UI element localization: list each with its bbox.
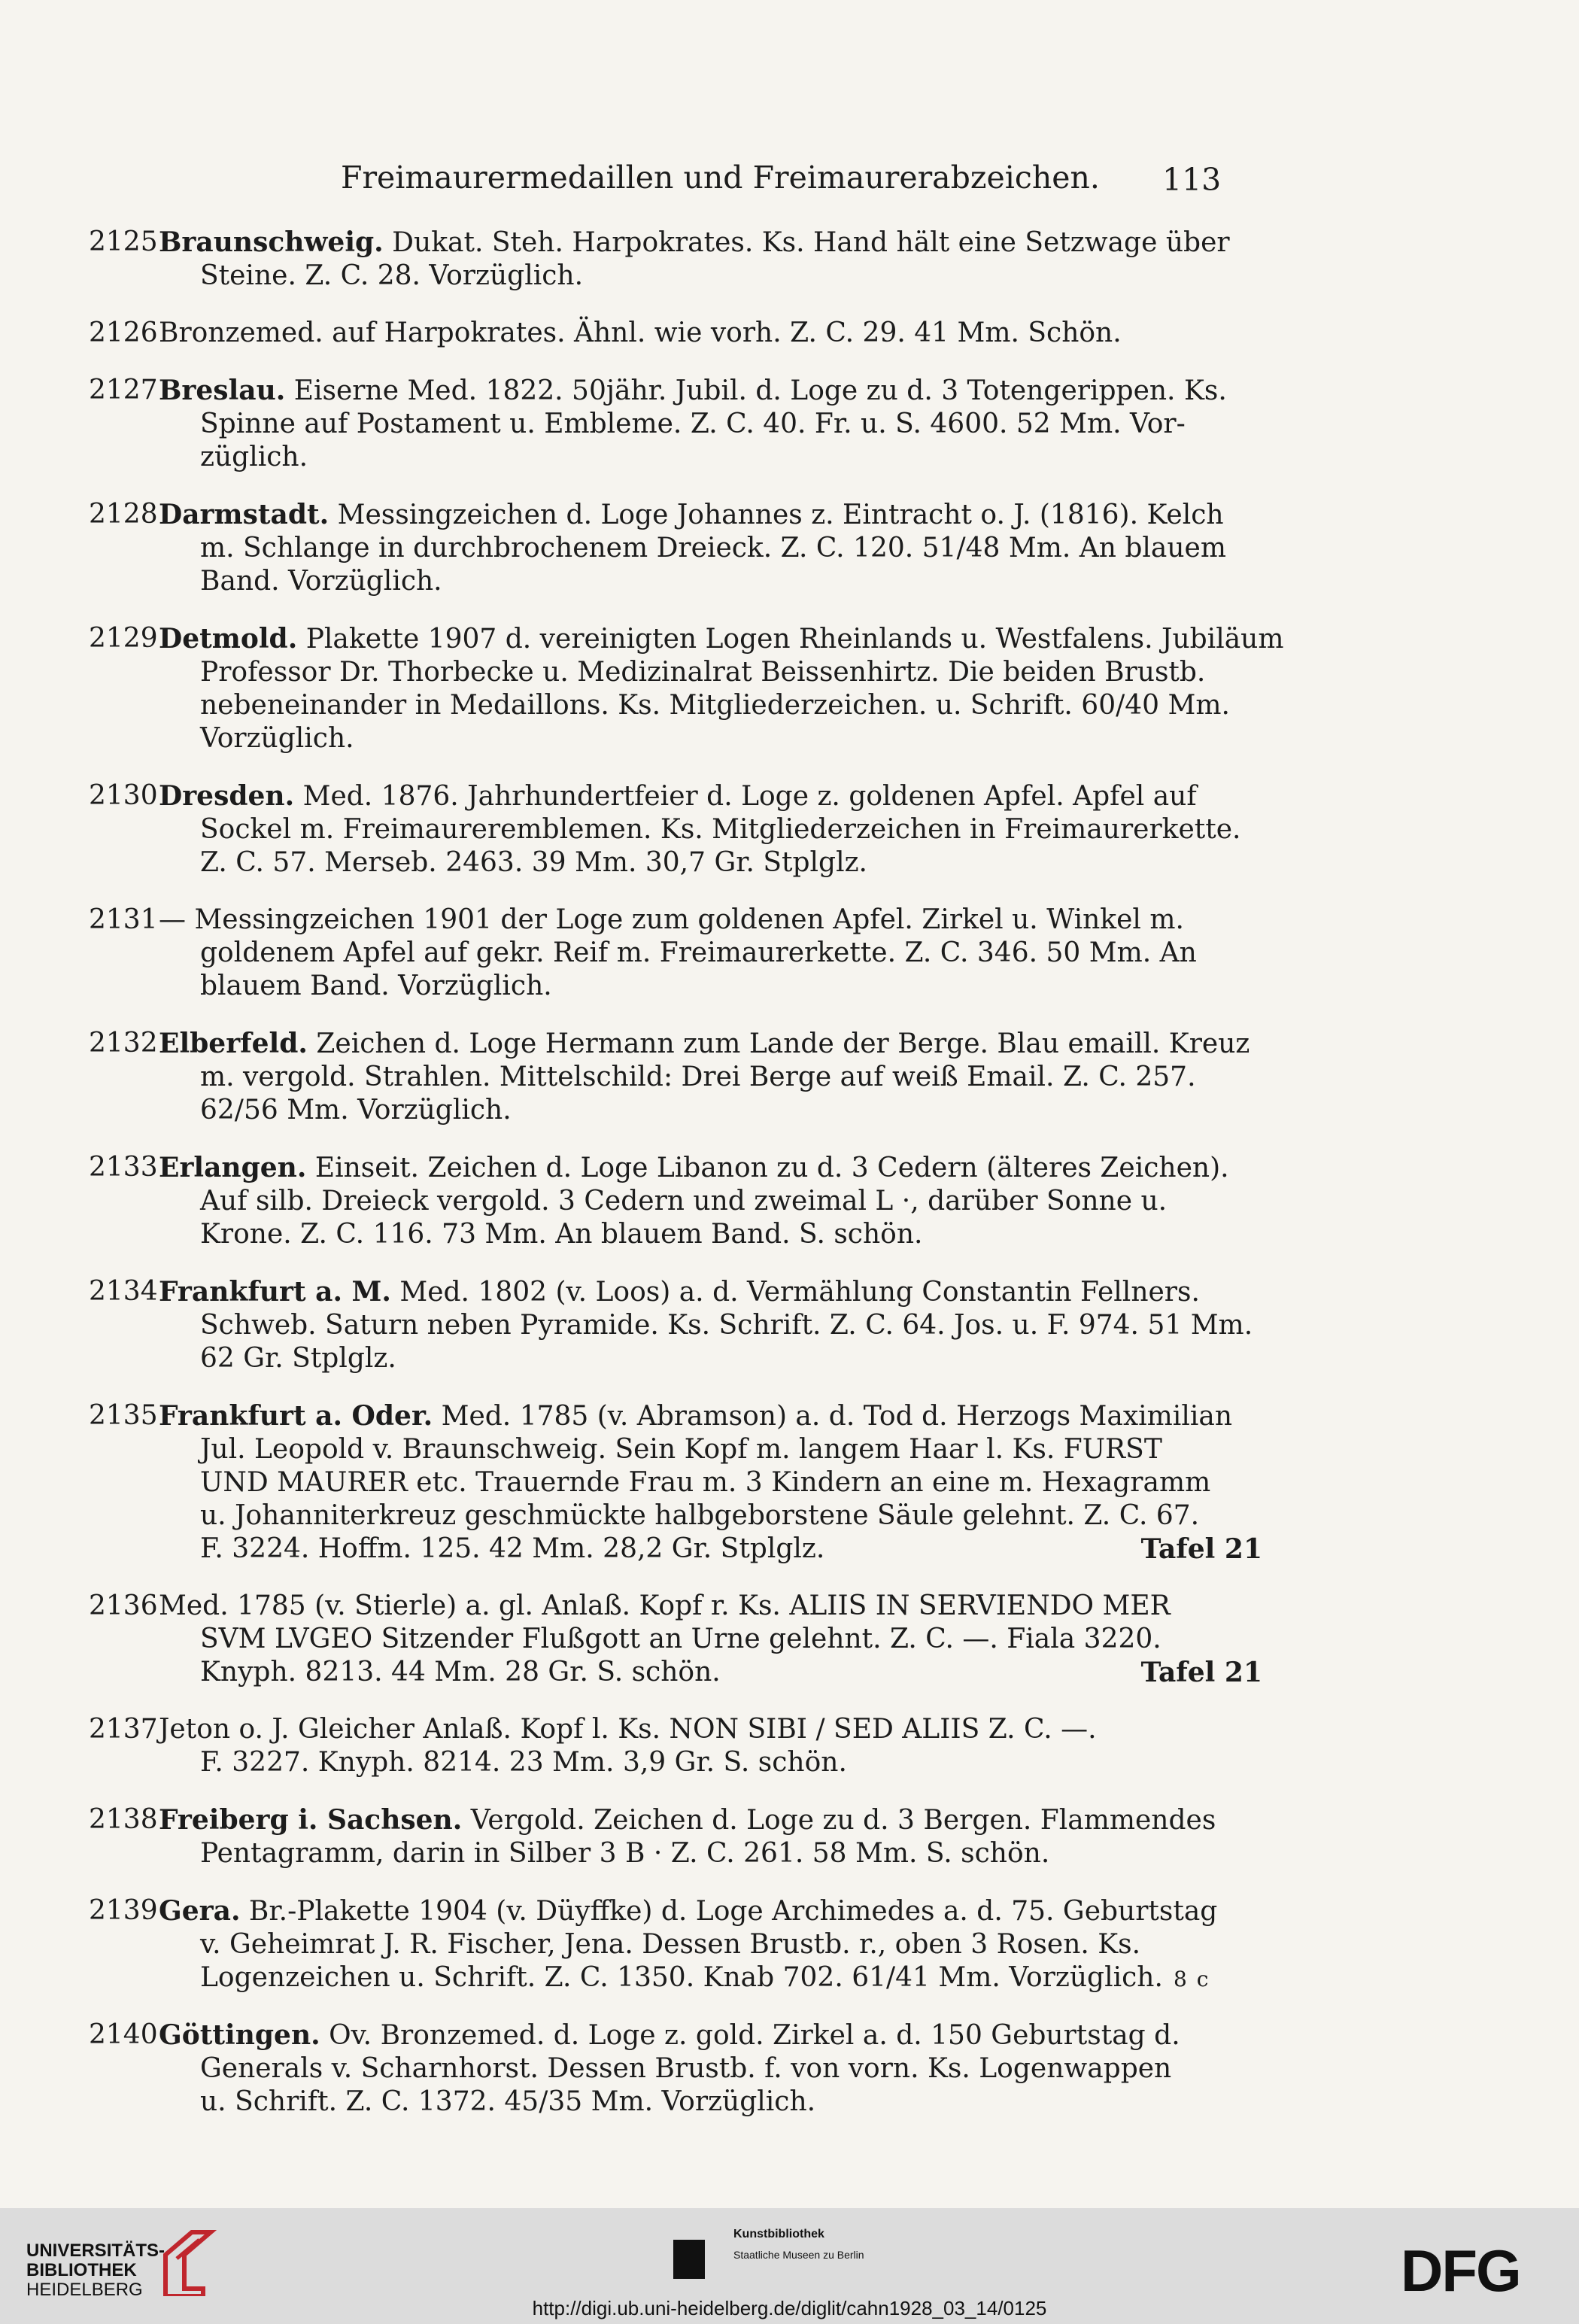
entry-line xyxy=(200,937,1262,970)
catalog-entry xyxy=(89,498,1262,598)
entry-city: Detmold. xyxy=(159,623,298,655)
entry-text: SVM LVGEO Sitzender Flußgott an Urne gelehnt. Z. C. —. Fiala 3220. xyxy=(200,1624,1161,1654)
catalog-entry xyxy=(89,374,1262,474)
entry-line xyxy=(200,1433,1262,1466)
entry-line xyxy=(200,1746,1262,1779)
entry-city: Gera. xyxy=(159,1895,241,1927)
entry-text: Med. 1785 (v. Stierle) a. gl. Anlaß. Kopf r. Ks. ALIIS IN SERVIENDO MER xyxy=(159,1590,1171,1621)
catalog-entry xyxy=(89,226,1262,293)
entry-number: 2132 xyxy=(89,1028,158,1059)
entry-text: Ov. Bronzemed. d. Loge z. gold. Zirkel a. d. 150 Geburtstag d. xyxy=(320,2020,1180,2051)
entry-text: Generals v. Scharnhorst. Dessen Brustb. f. von vorn. Ks. Logenwappen xyxy=(200,2053,1172,2084)
entry-text: Einseit. Zeichen d. Loge Libanon zu d. 3 Cedern (älteres Zeichen). xyxy=(306,1153,1229,1183)
entry-text: u. Schrift. Z. C. 1372. 45/35 Mm. Vorzüglich. xyxy=(200,2086,816,2117)
entry-text: Spinne auf Postament u. Embleme. Z. C. 40. Fr. u. S. 4600. 52 Mm. Vor- xyxy=(200,409,1186,439)
signature-mark: 8 c xyxy=(1174,1967,1210,1991)
entry-number: 2126 xyxy=(89,317,158,348)
entry-text: Bronzemed. auf Harpokrates. Ähnl. wie vorh. Z. C. 29. 41 Mm. Schön. xyxy=(159,317,1122,348)
catalog-entry xyxy=(89,622,1284,755)
entry-text: Jeton o. J. Gleicher Anlaß. Kopf l. Ks. NON SIBI / SED ALIIS Z. C. —. xyxy=(159,1714,1097,1745)
entry-text: nebeneinander in Medaillons. Ks. Mitgliederzeichen. u. Schrift. 60/40 Mm. xyxy=(200,690,1230,721)
entry-text: Pentagramm, darin in Silber 3 B · Z. C. 261. 58 Mm. S. schön. xyxy=(200,1838,1050,1869)
catalog-entries xyxy=(89,226,1284,2143)
entry-line xyxy=(159,1803,1262,1837)
entry-text: Professor Dr. Thorbecke u. Medizinalrat Beissenhirtz. Die beiden Brustb. xyxy=(200,657,1206,688)
entry-text: UND MAURER etc. Trauernde Frau m. 3 Kindern an eine m. Hexagramm xyxy=(200,1467,1211,1498)
entry-line xyxy=(200,689,1262,722)
entry-text: v. Geheimrat J. R. Fischer, Jena. Dessen Brustb. r., oben 3 Rosen. Ks. xyxy=(200,1929,1141,1960)
entry-text: m. Schlange in durchbrochenem Dreieck. Z. C. 120. 51/48 Mm. An blauem xyxy=(200,533,1226,564)
entry-text: Schweb. Saturn neben Pyramide. Ks. Schrift. Z. C. 64. Jos. u. F. 974. 51 Mm. xyxy=(200,1310,1253,1341)
catalog-entry xyxy=(89,1713,1262,1779)
entry-line xyxy=(159,317,1262,350)
entry-number: 2127 xyxy=(89,375,158,406)
page-number: 113 xyxy=(1162,162,1222,198)
plate-reference: Tafel 21 xyxy=(1140,1657,1262,1688)
entry-text: Br.-Plakette 1904 (v. Düyffke) d. Loge Archimedes a. d. 75. Geburtstag xyxy=(240,1896,1218,1927)
catalog-entry xyxy=(89,1151,1262,1251)
entry-number: 2133 xyxy=(89,1152,158,1183)
entry-number: 2137 xyxy=(89,1714,158,1745)
entry-line xyxy=(200,1656,1262,1689)
entry-text: Steine. Z. C. 28. Vorzüglich. xyxy=(200,260,584,291)
entry-line xyxy=(200,1309,1262,1342)
running-title: Freimaurermedaillen und Freimaurerabzeichen. xyxy=(341,159,1100,196)
entry-number: 2130 xyxy=(89,780,158,811)
entry-line xyxy=(159,1590,1262,1623)
entry-text: Eiserne Med. 1822. 50jähr. Jubil. d. Loge zu d. 3 Totengerippen. Ks. xyxy=(285,375,1227,406)
entry-city: Frankfurt a. Oder. xyxy=(159,1400,433,1432)
ub-mark-icon xyxy=(158,2225,218,2296)
entry-line xyxy=(200,722,1262,755)
entry-line xyxy=(159,374,1262,408)
catalog-entry xyxy=(89,1275,1262,1375)
entry-number: 2128 xyxy=(89,499,158,530)
entry-text: Plakette 1907 d. vereinigten Logen Rheinlands u. Westfalens. Jubiläum xyxy=(297,624,1284,655)
entry-line xyxy=(159,622,1284,656)
entry-line xyxy=(159,498,1262,532)
entry-line xyxy=(200,1466,1262,1499)
catalog-entry xyxy=(89,1590,1262,1689)
entry-city: Elberfeld. xyxy=(159,1028,308,1059)
entry-text: Dukat. Steh. Harpokrates. Ks. Hand hält eine Setzwage über xyxy=(383,227,1230,258)
permalink-url[interactable]: http://digi.ub.uni-heidelberg.de/diglit/cahn1928_03_14/0125 xyxy=(532,2297,1047,2319)
catalog-entry xyxy=(89,1803,1262,1870)
entry-number: 2125 xyxy=(89,226,158,257)
catalog-entry xyxy=(89,904,1262,1003)
catalog-entry xyxy=(89,779,1262,879)
entry-text: Zeichen d. Loge Hermann zum Lande der Berge. Blau emaill. Kreuz xyxy=(307,1028,1250,1059)
entry-line xyxy=(200,1061,1262,1094)
footer-bar: UNIVERSITÄTS- BIBLIOTHEK HEIDELBERG Kunstbibliothek Staatliche Museen zu Berlin DFG http://digi.ub.uni-heidelberg.de/diglit/cahn1928_03_14/0125 xyxy=(0,2208,1579,2324)
entry-text: blauem Band. Vorzüglich. xyxy=(200,971,552,1001)
entry-line xyxy=(159,779,1262,813)
entry-line xyxy=(159,1027,1262,1061)
entry-line xyxy=(159,904,1262,937)
catalog-entry xyxy=(89,1894,1262,1994)
entry-line xyxy=(200,1185,1262,1218)
entry-line xyxy=(200,1623,1262,1656)
entry-text: Krone. Z. C. 116. 73 Mm. An blauem Band. S. schön. xyxy=(200,1219,923,1250)
entry-line xyxy=(200,1342,1262,1375)
entry-line xyxy=(200,2086,1262,2119)
entry-text: Sockel m. Freimaureremblemen. Ks. Mitgliederzeichen in Freimaurerkette. xyxy=(200,814,1241,845)
entry-line xyxy=(200,846,1262,879)
entry-number: 2136 xyxy=(89,1590,158,1621)
entry-city: Darmstadt. xyxy=(159,499,329,530)
entry-line xyxy=(200,565,1262,598)
entry-text: Med. 1876. Jahrhundertfeier d. Loge z. goldenen Apfel. Apfel auf xyxy=(294,781,1197,812)
entry-text: Band. Vorzüglich. xyxy=(200,566,442,597)
plate-reference: Tafel 21 xyxy=(1140,1533,1262,1565)
entry-city: Dresden. xyxy=(159,780,295,812)
catalog-entry xyxy=(89,1399,1262,1566)
entry-city: Frankfurt a. M. xyxy=(159,1276,391,1308)
entry-text: Jul. Leopold v. Braunschweig. Sein Kopf m. langem Haar l. Ks. FURST xyxy=(200,1434,1162,1465)
entry-text: 62/56 Mm. Vorzüglich. xyxy=(200,1095,512,1126)
kb-icon xyxy=(673,2240,705,2279)
entry-text: Messingzeichen d. Loge Johannes z. Eintracht o. J. (1816). Kelch xyxy=(329,500,1224,530)
entry-line xyxy=(159,1894,1262,1928)
entry-text: Vorzüglich. xyxy=(200,723,354,754)
entry-city: Erlangen. xyxy=(159,1152,307,1183)
entry-line xyxy=(159,1399,1262,1433)
entry-number: 2129 xyxy=(89,623,158,654)
entry-line xyxy=(159,2019,1262,2052)
entry-line xyxy=(200,1928,1262,1961)
entry-line xyxy=(200,532,1262,565)
entry-text: Med. 1785 (v. Abramson) a. d. Tod d. Herzogs Maximilian xyxy=(433,1401,1232,1432)
entry-text: Knyph. 8213. 44 Mm. 28 Gr. S. schön. xyxy=(200,1657,721,1688)
ub-heidelberg-logo[interactable]: UNIVERSITÄTS- BIBLIOTHEK HEIDELBERG xyxy=(26,2240,165,2300)
entry-line xyxy=(200,1837,1262,1870)
entry-text: Auf silb. Dreieck vergold. 3 Cedern und zweimal L ·, darüber Sonne u. xyxy=(200,1186,1168,1217)
entry-city: Braunschweig. xyxy=(159,226,384,258)
entry-text: F. 3227. Knyph. 8214. 23 Mm. 3,9 Gr. S. schön. xyxy=(200,1747,847,1778)
entry-line xyxy=(200,260,1262,293)
entry-number: 2131 xyxy=(89,904,158,935)
entry-line xyxy=(200,1499,1262,1533)
entry-text: goldenem Apfel auf gekr. Reif m. Freimaurerkette. Z. C. 346. 50 Mm. An xyxy=(200,937,1197,968)
entry-number: 2134 xyxy=(89,1276,158,1307)
entry-text: züglich. xyxy=(200,442,308,472)
entry-line xyxy=(200,656,1262,689)
entry-line xyxy=(200,813,1262,846)
catalog-entry xyxy=(89,1027,1262,1127)
entry-line xyxy=(200,1094,1262,1127)
entry-city: Breslau. xyxy=(159,375,286,406)
entry-text: Z. C. 57. Merseb. 2463. 39 Mm. 30,7 Gr. Stplglz. xyxy=(200,847,867,878)
entry-line xyxy=(200,1533,1262,1566)
entry-city: Göttingen. xyxy=(159,2019,320,2051)
entry-line xyxy=(200,1961,1262,1994)
entry-city: Freiberg i. Sachsen. xyxy=(159,1804,463,1836)
entry-line xyxy=(200,1218,1262,1251)
entry-line xyxy=(159,1151,1262,1185)
entry-line xyxy=(200,2052,1262,2086)
entry-text: m. vergold. Strahlen. Mittelschild: Drei Berge auf weiß Email. Z. C. 257. xyxy=(200,1062,1196,1092)
entry-text: — Messingzeichen 1901 der Loge zum goldenen Apfel. Zirkel u. Winkel m. xyxy=(159,904,1184,935)
entry-line xyxy=(159,1275,1262,1309)
entry-line xyxy=(200,441,1262,474)
catalog-entry xyxy=(89,2019,1262,2119)
entry-text: u. Johanniterkreuz geschmückte halbgeborstene Säule gelehnt. Z. C. 67. xyxy=(200,1500,1200,1531)
dfg-logo[interactable]: DFG xyxy=(1401,2237,1520,2304)
entry-number: 2139 xyxy=(89,1895,158,1926)
entry-text: F. 3224. Hoffm. 125. 42 Mm. 28,2 Gr. Stplglz. xyxy=(200,1533,825,1564)
entry-text: 62 Gr. Stplglz. xyxy=(200,1343,396,1374)
entry-text: Med. 1802 (v. Loos) a. d. Vermählung Constantin Fellners. xyxy=(390,1277,1200,1308)
entry-line xyxy=(159,1713,1262,1746)
entry-text: Vergold. Zeichen d. Loge zu d. 3 Bergen. Flammendes xyxy=(462,1805,1216,1836)
entry-number: 2138 xyxy=(89,1804,158,1835)
entry-text: Logenzeichen u. Schrift. Z. C. 1350. Knab 702. 61/41 Mm. Vorzüglich. xyxy=(200,1962,1163,1993)
entry-number: 2135 xyxy=(89,1400,158,1431)
catalog-entry xyxy=(89,317,1262,350)
entry-number: 2140 xyxy=(89,2019,158,2050)
entry-line xyxy=(200,408,1262,441)
entry-line xyxy=(159,226,1262,260)
entry-line xyxy=(200,970,1262,1003)
